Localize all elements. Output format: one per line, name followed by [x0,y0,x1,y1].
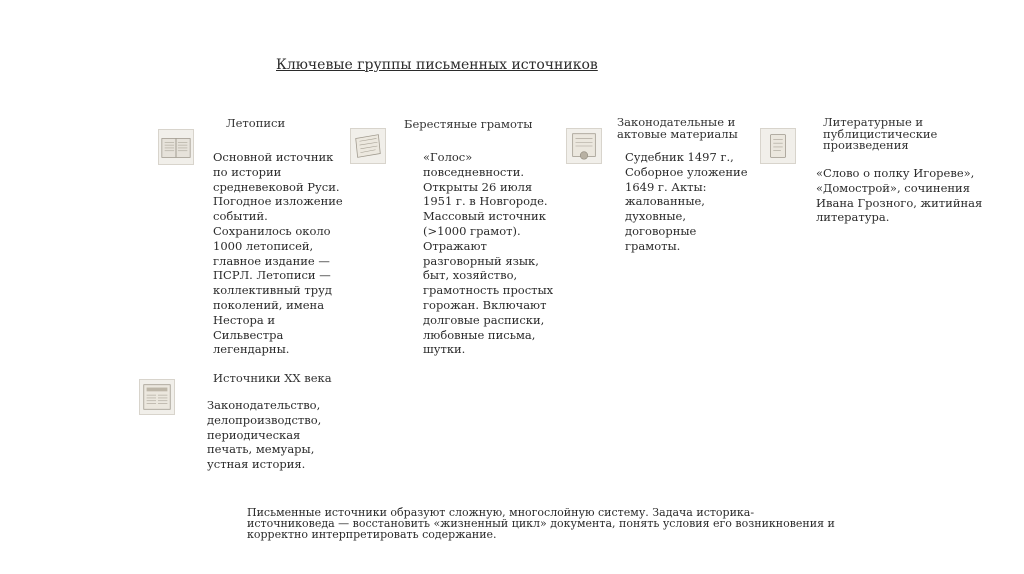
group-heading-legal-acts: Законодательные и актовые материалы [617,115,738,141]
newspaper-icon [139,379,175,415]
group-body-birch-bark: «Голос» повседневности. Открыты 26 июля 1951 г. в Новгороде. Массовый источник (>1000 грамот). Отражают разговорный язык, быт, хозяйство, грамотность простых горожан. Включают долговые расписки, любовные письма, шутки. [423,150,554,357]
group-body-chronicles: Основной источник по истории средневековой Руси. Погодное изложение событий. Сохранилось около 1000 летописей, главное издание — ПСРЛ. Летописи — коллективный труд поколений, имена Нестора и Сильвестра легендарны. [213,150,343,357]
page-title: Ключевые группы письменных источников [276,57,598,73]
group-heading-birch-bark: Берестяные грамоты [404,117,533,131]
group-heading-chronicles: Летописи [226,116,286,130]
group-body-20th-century: Законодательство, делопроизводство, периодическая печать, мемуары, устная история. [207,398,322,472]
birch-bark-icon [350,128,386,164]
group-body-literature: «Слово о полку Игореве», «Домострой», сочинения Ивана Грозного, житийная литература. [816,166,983,225]
sealed-charter-icon [566,128,602,164]
summary-footer: Письменные источники образуют сложную, многослойную систему. Задача историка-источниковеда — восстановить «жизненный цикл» документа, понять условия его возникновения и корректно интерпретировать содержание. [247,506,835,541]
group-body-legal-acts: Судебник 1497 г., Соборное уложение 1649 г. Акты: жалованные, духовные, договорные грамоты. [625,150,748,253]
group-heading-literature: Литературные и публицистические произведения [823,115,938,152]
manuscript-icon [760,128,796,164]
open-book-icon [158,129,194,165]
group-heading-20th-century: Источники XX века [213,371,332,385]
